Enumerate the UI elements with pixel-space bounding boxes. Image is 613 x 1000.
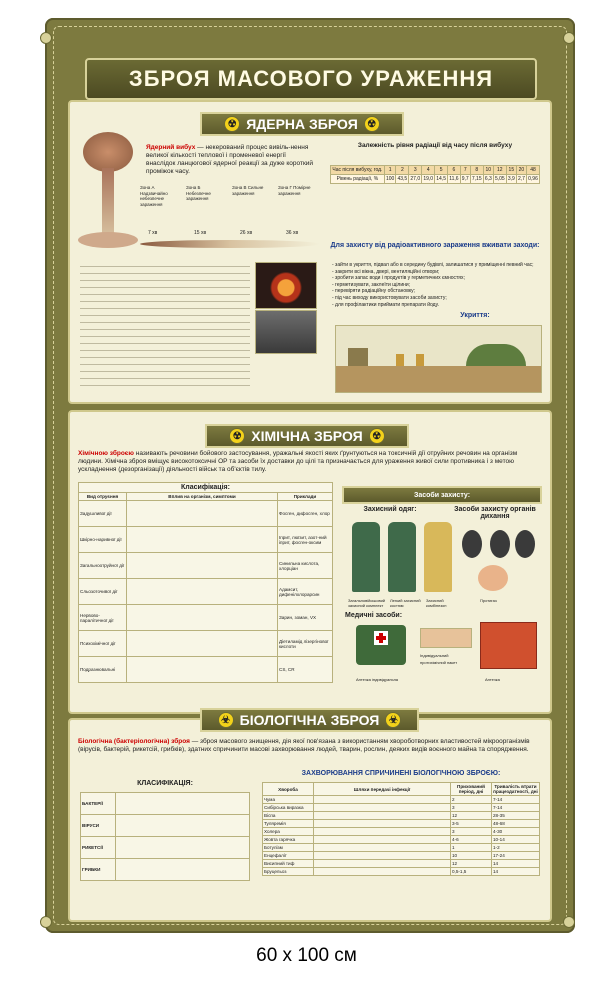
radiation-level-cell: 27,0 [410,176,421,182]
disease-name: Бруцельоз [263,868,314,876]
protection-item: - перевіряти радіаційну обстановку; [332,288,415,295]
disease-loss: 48-68 [492,820,540,828]
radiation-hour-cell: 12 [493,166,506,175]
disease-name: Холера [263,828,314,836]
bio-class-description [116,793,250,815]
radiation-hour-cell: 3 [409,166,422,175]
zone-a-time: 7 хв [148,230,158,236]
radiation-level-cell: 2,7 [517,176,525,182]
disease-name: Віспа [263,812,314,820]
radiation-hazard-icon: ☢ [364,116,380,132]
example-cell: Фосген, дифосген, хлор [278,501,333,527]
disease-loss: 7-14 [492,804,540,812]
zone-b-label: Зона Б Небезпечне зараження [186,185,211,201]
biohazard-icon: ☣ [218,712,234,728]
radiation-level-cell: 100 [385,176,395,182]
protective-clothing-title: Захисний одяг: [363,506,417,513]
disease-name: Жовта гарячка [263,836,314,844]
disease-name: Чума [263,796,314,804]
stud-decoration [40,32,52,44]
radiation-table [330,165,540,184]
classification-title: Класифікація: [79,483,333,493]
chemical-hazard-icon: ☢ [369,428,385,444]
agent-type-cell: Психохімічної дії [79,631,127,657]
stud-decoration [563,32,575,44]
radiation-level-cell: 43,5 [397,176,408,182]
stud-decoration [563,916,575,928]
protection-item: - закрити всі вікна, двері, вентиляційні отвори; [332,268,440,275]
radiation-hour-cell: 7 [460,166,470,175]
col-header: Вплив на організм, симптоми [127,493,278,501]
bio-class-cell: БАКТЕРІЇ [81,793,116,815]
disease-loss: 10-14 [492,836,540,844]
radiation-hazard-icon: ☢ [224,116,240,132]
radiation-hour-cell: 15 [506,166,516,175]
poster-title: ЗБРОЯ МАСОВОГО УРАЖЕННЯ [128,66,494,91]
zone-d-label: Зона Г Помірне зараження [278,185,311,196]
symptom-cell [127,579,278,605]
diseases-col-header: Прихований період, дні [451,783,492,796]
disease-name: Висипний тиф [263,860,314,868]
gas-mask-icon [490,530,510,558]
col-header: Вид отруєння [79,493,127,501]
chemical-protection-header [342,486,542,504]
medical-label: Індивідуальний протихімічний пакет [420,653,458,665]
disease-latent: 12 [451,860,492,868]
nuclear-definition-text: — некерований процес вивіль-нення великої кількості теплової і променевої енергії внаслідок ланцюгової ядерної реакції за дуже короткий проміжок часу. [146,144,314,175]
biological-header-label: БІОЛОГІЧНА ЗБРОЯ [239,712,380,728]
radiation-level-cell: 6,3 [484,176,492,182]
disease-transmission [314,820,451,828]
radiation-level-cell: 0,96 [528,176,538,182]
disease-loss: 28-35 [492,812,540,820]
symptom-cell [127,553,278,579]
radiation-level-cell: 11,6 [449,176,459,182]
disease-transmission [314,836,451,844]
nuclear-protection-list [332,262,540,308]
radiation-level-cell: 14,5 [436,176,447,182]
example-cell: Синильна кислота, хлорціан [278,553,333,579]
bio-class-description [116,859,250,881]
zone-diagram [140,185,320,255]
bio-class-cell: ГРИБКИ [81,859,116,881]
chemical-classification-table [78,482,333,683]
agent-type-cell: Шкірно-наривної дії [79,527,127,553]
protection-item: - для профілактики приймати препарати йоду. [332,301,439,308]
gear-label: Захисний комбінезон [426,598,447,608]
protective-suit-figure [424,522,452,592]
chemical-header [205,424,409,448]
radiation-hour-cell: 48 [527,166,540,175]
agent-type-cell: Сльозоточивої дії [79,579,127,605]
disease-latent: 12 [451,812,492,820]
symptom-cell [127,657,278,683]
chemical-intro-text: називають речовини бойового застосування, уражальні якості яких ґрунтуються на токсичній дії отруйних речовин на організм людини. Хімічна зброя вміщує високотоксичні ОР та засоби їх доставки до цілі та призначається для ураження живої сили противника і з метою ускладнення (дезорганізації) діяльності військ та об'єктів тилу. [78,450,518,473]
disease-transmission [314,844,451,852]
radiation-hour-cell: 2 [396,166,409,175]
zone-b-time: 15 хв [194,230,207,236]
bio-class-description [116,815,250,837]
poster-title-bar [85,58,537,100]
radiation-hour-cell: 4 [422,166,435,175]
col-header: Приклади [278,493,333,501]
disease-loss: 7-14 [492,796,540,804]
disease-loss: 17-24 [492,852,540,860]
disease-loss: 1-2 [492,844,540,852]
radiation-hour-cell: 6 [448,166,461,175]
zone-c-time: 26 хв [240,230,253,236]
zone-c-label: Зона В Сильне зараження [232,185,264,196]
gas-mask-icon [462,530,482,558]
respiratory-protection-title: Засоби захисту органів дихання [454,506,536,520]
biological-intro [78,738,538,754]
agent-type-cell: Загальноотруйної дії [79,553,127,579]
example-cell: Зарин, зоман, VX [278,605,333,631]
radiation-row-hours-label: Час після вибуху, год. [332,167,383,173]
radiation-hour-cell: 1 [384,166,396,175]
disease-latent: 10 [451,852,492,860]
medical-label: Аптечка індивідуальна [356,677,399,682]
disease-loss: 14 [492,860,540,868]
bio-classification-table [80,792,250,881]
gear-label: Загальновійськовий захисний комплект [348,598,386,608]
bio-classification-title: КЛАСИФІКАЦІЯ: [137,780,193,787]
radiation-level-cell: 9,7 [461,176,469,182]
disease-transmission [314,812,451,820]
disease-latent: 3 [451,828,492,836]
shelter-title: Укриття: [460,312,490,319]
zone-a-label: Зона А Надзвичайно небезпечне зараження [140,185,168,207]
mushroom-cloud-image [78,132,138,252]
radiation-level-cell: 3,9 [507,176,515,182]
disease-transmission [314,860,451,868]
radiation-row-level-label: Рівень радіації, % [331,175,385,184]
explosion-photo [255,262,317,309]
chemical-header-label: ХІМІЧНА ЗБРОЯ [251,428,363,444]
medical-bag-image [356,625,406,665]
chemical-intro [78,450,538,474]
first-aid-kit-image [480,622,537,669]
example-cell: CS, CR [278,657,333,683]
disease-latent: 1 [451,844,492,852]
nuclear-body-text [80,262,250,392]
example-cell: Адамсит, дифенілхлорарсин [278,579,333,605]
protection-item: - зайти в укриття, підвал або в середину будівлі, залишатися у приміщенні певний час; [332,262,534,268]
agent-type-cell: Задушливої дії [79,501,127,527]
disease-latent: 2 [451,796,492,804]
symptom-cell [127,501,278,527]
disease-latent: 3-5 [451,820,492,828]
protection-item: - під час виходу використовувати засоби захисту; [332,294,447,301]
radiation-level-cell: 7,15 [471,176,482,182]
nuclear-definition [146,144,316,176]
diseases-col-header: Тривалість втрати працездатності, дні [493,784,538,794]
medical-label: Аптечка [485,677,500,682]
disease-latent: 0,5-1,5 [451,868,492,876]
biohazard-icon: ☣ [385,712,401,728]
protective-suit-figure [352,522,380,592]
diseases-col-header: Хвороба [263,783,314,796]
biological-intro-term: Біологічна (бактеріологічна) зброя [78,738,190,745]
protective-suit-figure [388,522,416,592]
diseases-col-header: Шляхи передачі інфекції [314,783,451,796]
nuclear-header [200,112,404,136]
disease-transmission [314,828,451,836]
diseases-table [262,782,540,876]
poster-size-label: 60 х 100 см [256,945,357,966]
zone-d-time: 36 хв [286,230,299,236]
symptom-cell [127,605,278,631]
disease-latent: 3 [451,804,492,812]
disease-transmission [314,804,451,812]
ruins-photo [255,310,317,354]
symptom-cell [127,631,278,657]
disease-name: Ботулізм [263,844,314,852]
biological-header [200,708,419,732]
disease-loss: 14 [492,868,540,876]
radiation-level-cell: 5,05 [494,176,505,182]
stud-decoration [40,916,52,928]
radiation-table-title: Залежність рівня радіації від часу після вибуху [357,142,513,149]
biological-intro-text: — зброя масового знищення, дія якої пов'язана з використанням хвороботворних властивостей мікроорганізмів (вірусів, бактерій, рикетсій, грибків), здатних спричинити масові захворювання людей, тварин, рослин, деяких видів воєнного майна та спорядження. [78,738,530,753]
disease-name: Туляремія [263,820,314,828]
chemical-intro-term: Хімічною зброєю [78,450,134,457]
disease-loss: 4-30 [492,828,540,836]
radiation-hour-cell: 20 [516,166,526,175]
protection-item: - зробити запас води і продуктів у герметичних ємностях; [332,275,465,282]
disease-transmission [314,852,451,860]
nuclear-protection-title: Для захисту від радіоактивного зараження вживати заходи: [330,242,540,249]
gear-label: Легкий захисний костюм [390,598,421,608]
disease-latent: 4-6 [451,836,492,844]
nuclear-definition-term: Ядерний вибух [146,144,196,151]
agent-type-cell: Подразнювальні [79,657,127,683]
disease-transmission [314,796,451,804]
bio-class-cell: ВІРУСИ [81,815,116,837]
bio-class-description [116,837,250,859]
gas-mask-icon [515,530,535,558]
radiation-hour-cell: 8 [470,166,483,175]
radiation-level-cell: 19,0 [423,176,434,182]
symptom-cell [127,527,278,553]
radiation-hour-cell: 10 [483,166,493,175]
bio-class-cell: РИКЕТСІЇ [81,837,116,859]
child-mask-image [478,565,508,591]
disease-name: Енцефаліт [263,852,314,860]
disease-name: Сибірська виразка [263,804,314,812]
shelter-diagram [335,325,542,393]
chemical-package-image [420,628,472,648]
protection-item: - герметизувати, заклеїти щілини; [332,281,411,288]
chemical-hazard-icon: ☢ [229,428,245,444]
example-cell: Діетиламід лізергінової кислоти [278,631,333,657]
chemical-protection-title: Засоби захисту: [413,491,471,499]
gear-label: Протигаз [480,598,497,603]
medical-supplies-title: Медичні засоби: [345,612,403,619]
nuclear-header-label: ЯДЕРНА ЗБРОЯ [246,116,358,132]
radiation-hour-cell: 5 [435,166,448,175]
agent-type-cell: Нервово-паралітичної дії [79,605,127,631]
diseases-title: ЗАХВОРЮВАННЯ СПРИЧИНЕНІ БІОЛОГІЧНОЮ ЗБРОЄЮ: [301,770,501,777]
disease-transmission [314,868,451,876]
example-cell: Іприт, люїзит, азот-ний іприт, фосген-оксим [278,527,333,553]
